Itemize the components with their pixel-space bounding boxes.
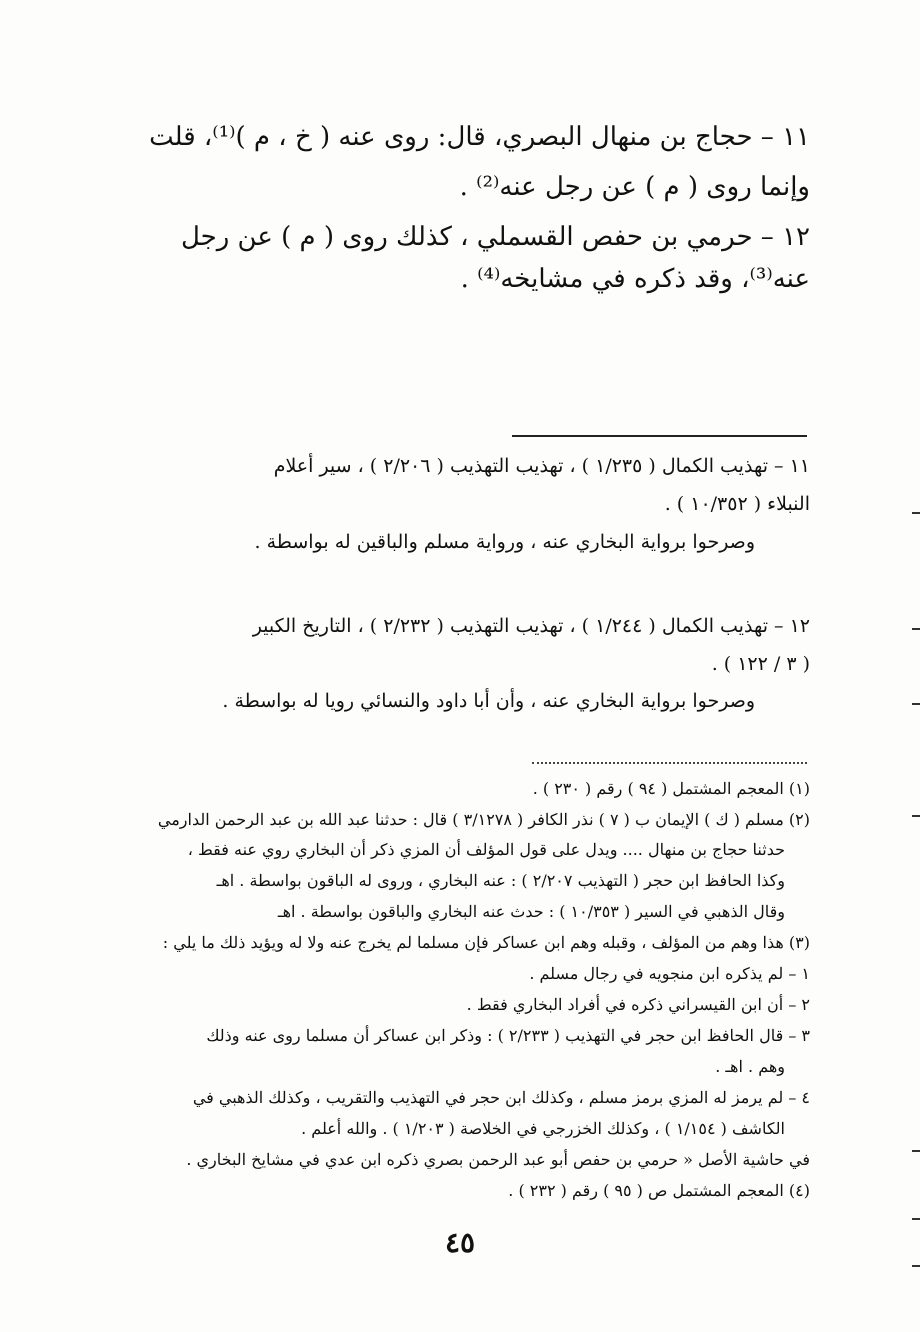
footnote-3-line-1: (٣) هذا وهم من المؤلف ، وقبله وهم ابن عساكر فإن مسلما لم يخرج عنه ولا له ويؤيد ذلك ما يلي : [162,933,810,952]
scan-mark [912,1150,920,1152]
note-12-comment: وصرحوا برواية البخاري عنه ، وأن أبا داود والنسائي رويا له بواسطة . [222,690,755,712]
notes-separator [512,435,807,437]
footnotes-separator [532,762,807,764]
scan-mark [912,628,920,630]
footnote-2-line-1: (٢) مسلم ( ك ) الإيمان ب ( ٧ ) نذر الكافر ( ٣/١٢٧٨ ) قال : حدثنا عبد الله بن عبد الرحمن الدارمي [157,810,810,829]
note-11-line-2: النبلاء ( ١٠/٣٥٢ ) . [664,493,810,515]
footnote-2-line-2: حدثنا حجاج بن منهال .... ويدل على قول المؤلف أن المزي ذكر أن البخاري روي عنه فقط ، [187,840,785,859]
scan-mark [912,815,920,817]
footnote-3-margin-note: في حاشية الأصل « حرمي بن حفص أبو عبد الرحمن بصري ذكره ابن عدي في مشايخ البخاري . [186,1150,810,1169]
page-number: ٤٥ [444,1226,476,1259]
entry-12-line-2: عنه⁽³⁾، وقد ذكره في مشايخه⁽⁴⁾ . [460,264,810,294]
entry-11-line-2: وإنما روى ( م ) عن رجل عنه⁽²⁾ . [459,172,810,202]
footnote-4: (٤) المعجم المشتمل ص ( ٩٥ ) رقم ( ٢٣٢ ) . [508,1181,810,1200]
note-11-line-1: ١١ – تهذيب الكمال ( ١/٢٣٥ ) ، تهذيب التهذيب ( ٢/٢٠٦ ) ، سير أعلام [273,455,810,477]
note-11-comment: وصرحوا برواية البخاري عنه ، ورواية مسلم والباقين له بواسطة . [254,531,755,553]
footnote-2-line-4: وقال الذهبي في السير ( ١٠/٣٥٣ ) : حدث عنه البخاري والباقون بواسطة . اهـ [277,902,785,921]
footnote-3-item-3-cont: وهم . اهـ . [715,1057,785,1076]
footnote-1: (١) المعجم المشتمل ( ٩٤ ) رقم ( ٢٣٠ ) . [532,779,810,798]
scan-mark [912,512,920,514]
footnote-3-item-2: ٢ – أن ابن القيسراني ذكره في أفراد البخاري فقط . [466,995,810,1014]
footnote-3-item-1: ١ – لم يذكره ابن منجويه في رجال مسلم . [529,964,810,983]
note-12-line-1: ١٢ – تهذيب الكمال ( ١/٢٤٤ ) ، تهذيب التهذيب ( ٢/٢٣٢ ) ، التاريخ الكبير [252,615,810,637]
entry-11-line-1: ١١ – حجاج بن منهال البصري، قال: روى عنه ( خ ، م )⁽¹⁾، قلت [149,122,810,152]
entry-12-line-1: ١٢ – حرمي بن حفص القسملي ، كذلك روى ( م ) عن رجل [180,222,810,252]
scan-mark [912,1218,920,1220]
note-12-line-2: ( ٣ / ١٢٢ ) . [711,653,810,675]
footnote-2-line-3: وكذا الحافظ ابن حجر ( التهذيب ٢/٢٠٧ ) : عنه البخاري ، وروى له الباقون بواسطة . اهـ [216,871,785,890]
footnote-3-item-3: ٣ – قال الحافظ ابن حجر في التهذيب ( ٢/٢٣٣ ) : وذكر ابن عساكر أن مسلما روى عنه وذلك [206,1026,810,1045]
scan-mark [912,1265,920,1267]
footnote-3-item-4: ٤ – لم يرمز له المزي برمز مسلم ، وكذلك ابن حجر في التهذيب والتقريب ، وكذلك الذهبي في [192,1088,810,1107]
scan-mark [912,703,920,705]
footnote-3-item-4-cont: الكاشف ( ١/١٥٤ ) ، وكذلك الخزرجي في الخلاصة ( ١/٢٠٣ ) . والله أعلم . [301,1119,785,1138]
